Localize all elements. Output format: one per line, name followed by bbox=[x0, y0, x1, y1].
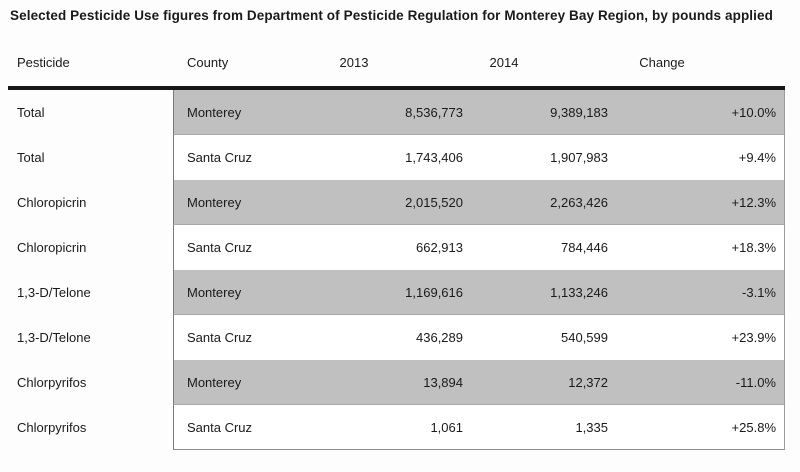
cell-2014: 540,599 bbox=[473, 315, 618, 360]
cell-2014: 12,372 bbox=[473, 360, 618, 405]
cell-pesticide: Total bbox=[17, 150, 45, 165]
col-header-change: Change bbox=[639, 54, 685, 70]
cell-change: +18.3% bbox=[618, 225, 785, 270]
cell-2013: 8,536,773 bbox=[308, 90, 473, 135]
table-row bbox=[8, 135, 785, 180]
cell-pesticide: Chlorpyrifos bbox=[17, 375, 87, 390]
cell-pesticide: 1,3-D/Telone bbox=[17, 285, 91, 300]
cell-change: -3.1% bbox=[618, 270, 785, 315]
cell-pesticide: Chloropicrin bbox=[17, 195, 87, 210]
cell-2013: 2,015,520 bbox=[308, 180, 473, 225]
cell-county: Santa Cruz bbox=[173, 405, 308, 450]
cell-2014: 2,263,426 bbox=[473, 180, 618, 225]
cell-change: +12.3% bbox=[618, 180, 785, 225]
cell-2014: 1,335 bbox=[473, 405, 618, 450]
cell-2013: 1,061 bbox=[308, 405, 473, 450]
col-header-2013: 2013 bbox=[339, 54, 369, 70]
table-row bbox=[8, 225, 785, 270]
table-row bbox=[8, 180, 785, 225]
page-title: Selected Pesticide Use figures from Department of Pesticide Regulation for Monterey Bay Region, by pounds applied bbox=[10, 8, 773, 23]
col-header-county: County bbox=[187, 54, 229, 70]
cell-county: Monterey bbox=[173, 90, 308, 135]
table-row bbox=[8, 360, 785, 405]
cell-2013: 436,289 bbox=[308, 315, 473, 360]
table-row bbox=[8, 315, 785, 360]
cell-change: +9.4% bbox=[618, 135, 785, 180]
cell-county: Santa Cruz bbox=[173, 135, 308, 180]
table-header bbox=[8, 53, 785, 71]
cell-2014: 1,907,983 bbox=[473, 135, 618, 180]
cell-pesticide: Total bbox=[17, 105, 45, 120]
table-row bbox=[8, 90, 785, 135]
cell-2014: 784,446 bbox=[473, 225, 618, 270]
cell-county: Monterey bbox=[173, 360, 308, 405]
cell-2013: 13,894 bbox=[308, 360, 473, 405]
col-header-2014: 2014 bbox=[489, 54, 519, 70]
cell-county: Monterey bbox=[173, 270, 308, 315]
col-header-pesticide: Pesticide bbox=[17, 54, 70, 70]
cell-pesticide: Chloropicrin bbox=[17, 240, 87, 255]
cell-change: -11.0% bbox=[618, 360, 785, 405]
cell-2013: 1,169,616 bbox=[308, 270, 473, 315]
cell-county: Monterey bbox=[173, 180, 308, 225]
cell-2013: 1,743,406 bbox=[308, 135, 473, 180]
cell-pesticide: Chlorpyrifos bbox=[17, 420, 87, 435]
table-row bbox=[8, 270, 785, 315]
cell-2014: 9,389,183 bbox=[473, 90, 618, 135]
table-row bbox=[8, 405, 785, 450]
cell-change: +23.9% bbox=[618, 315, 785, 360]
cell-pesticide: 1,3-D/Telone bbox=[17, 330, 91, 345]
cell-county: Santa Cruz bbox=[173, 315, 308, 360]
cell-2014: 1,133,246 bbox=[473, 270, 618, 315]
cell-county: Santa Cruz bbox=[173, 225, 308, 270]
table-body bbox=[8, 86, 785, 450]
cell-2013: 662,913 bbox=[308, 225, 473, 270]
cell-change: +25.8% bbox=[618, 405, 785, 450]
cell-change: +10.0% bbox=[618, 90, 785, 135]
